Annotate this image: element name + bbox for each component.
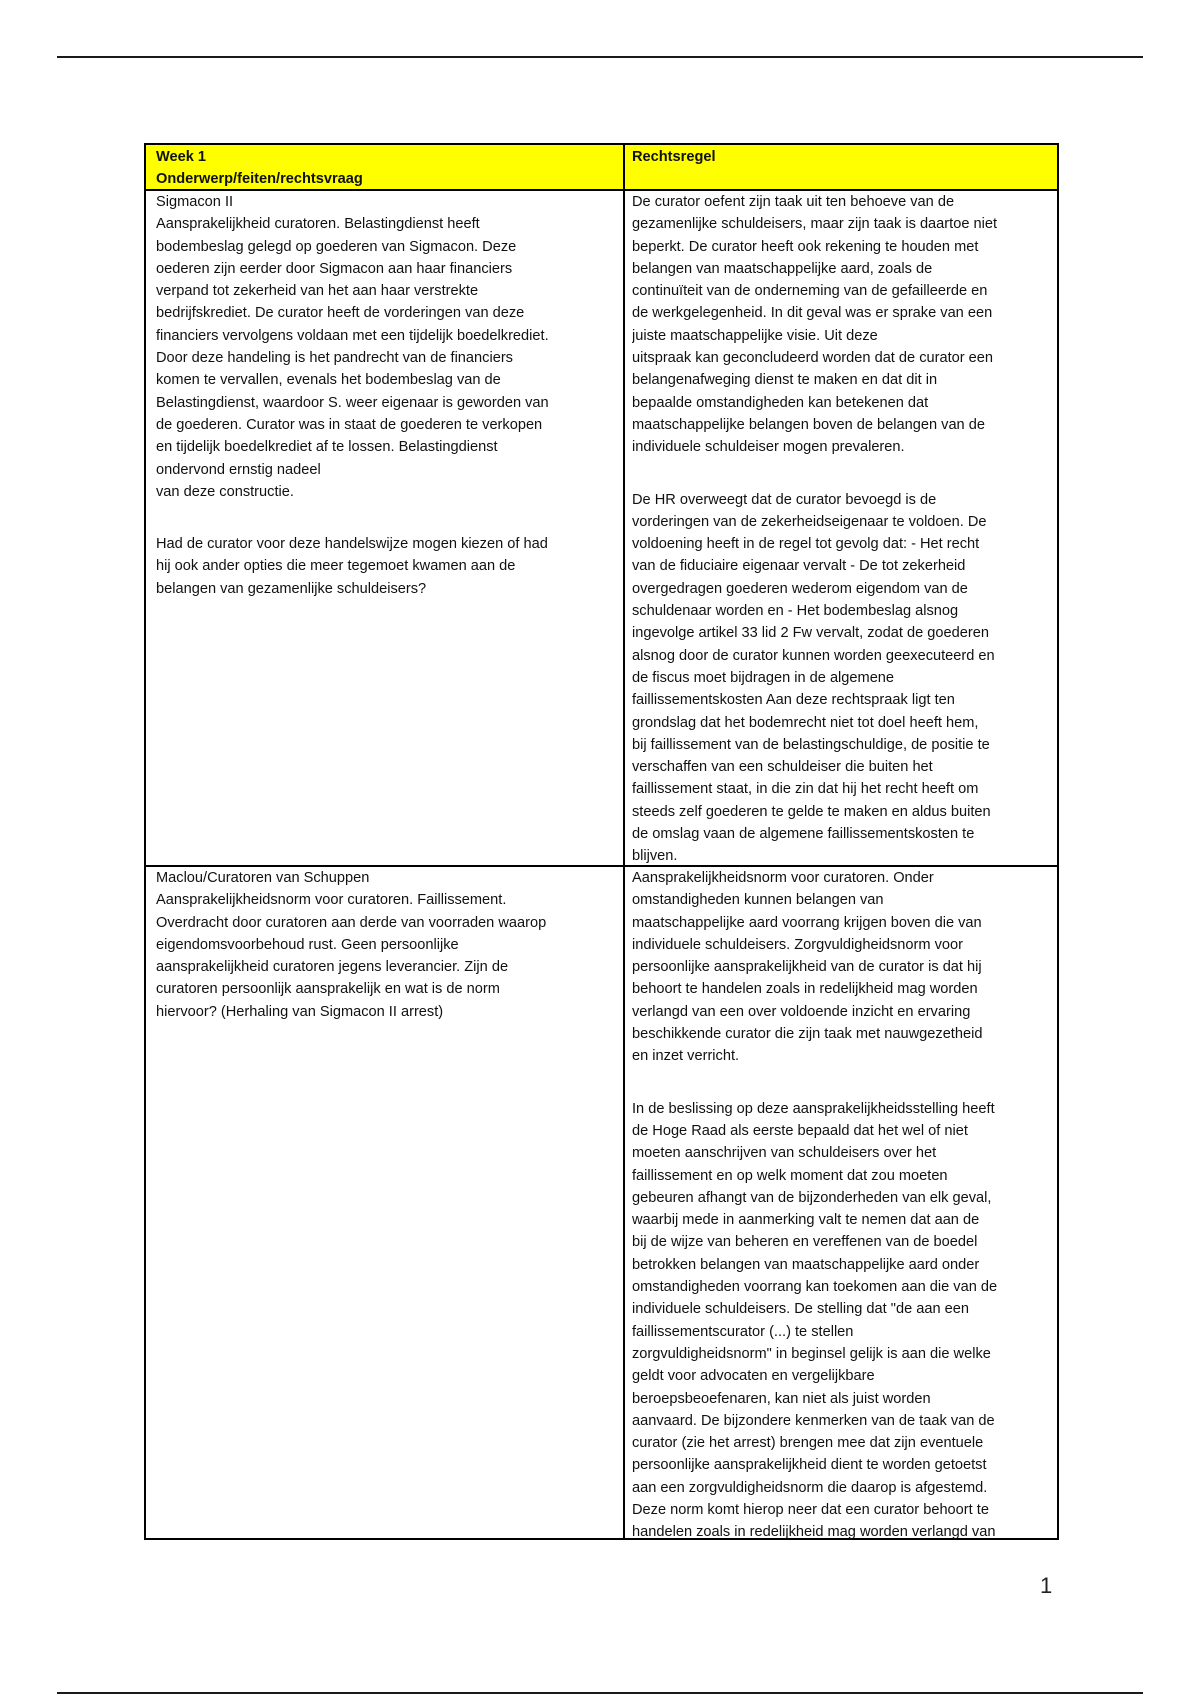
table-cell-subject [156, 867, 616, 1540]
page-number: 1 [1040, 1573, 1053, 1598]
column-divider [623, 145, 625, 1538]
rule-paragraph: De curator oefent zijn taak uit ten behoeve van de gezamenlijke schuldeisers, maar zijn taak is daartoe niet beperkt. De curator heeft ook rekening te houden met belangen van maatschappelijke aard, zoals de continuïteit van de onderneming van de gefailleerde en de werkgelegenheid. In dit geval was er sprake van een juiste maatschappelijke visie. Uit deze uitspraak kan geconcludeerd worden dat de curator een belangenafweging dienst te maken en dat dit in bepaalde omstandigheden kan betekenen dat maatschappelijke belangen boven de belangen van de individuele schuldeiser mogen prevaleren. [632, 194, 998, 456]
rule-paragraph: Aansprakelijkheidsnorm voor curatoren. Onder omstandigheden kunnen belangen van maatschappelijke aard voorrang krijgen boven die van individuele schuldeisers. Zorgvuldigheidsnorm voor persoonlijke aansprakelijkheid van de curator is dat hij behoort te handelen zoals in redelijkheid mag worden verlangd van een over voldoende inzicht en ervaring beschikkende curator die zijn taak met nauwgezetheid en inzet verricht. [632, 870, 983, 1065]
rule-paragraph: In de beslissing op deze aansprakelijkheidsstelling heeft de Hoge Raad als eerste bepaald dat het wel of niet moeten aanschrijven van schuldeisers over het faillissement en op welk moment dat zou moeten gebeuren afhangt van de bijzonderheden van elk geval, waarbij mede in aanmerking valt te nemen dat aan de bij de wijze van beheren en vereffenen van de boedel betrokken belangen van maatschappelijke aard onder omstandigheden voorrang kan toekomen aan die van de individuele schuldeisers. De stelling dat "de aan een faillissementscurator (...) te stellen zorgvuldigheidsnorm" in beginsel gelijk is aan die welke geldt voor advocaten en vergelijkbare beroepsbeoefenaren, kan niet als juist worden aanvaard. De bijzondere kenmerken van de taak van de curator (zie het arrest) brengen mee dat zijn eventuele persoonlijke aansprakelijkheid dient te worden getoetst aan een zorgvuldigheidsnorm die daarop is afgestemd. Deze norm komt hierop neer dat een curator behoort te handelen zoals in redelijkheid mag worden verlangd van [632, 1100, 998, 1540]
case-law-table [144, 143, 1059, 1540]
case-facts: Sigmacon II Aansprakelijkheid curatoren. Belastingdienst heeft bodembeslag gelegd op goederen van Sigmacon. Deze oederen zijn eerder door Sigmacon aan haar financiers verpand tot zekerheid van het aan haar verstrekte bedrijfskrediet. De curator heeft de vorderingen van deze financiers vervolgens voldaan met een tijdelijk boedelkrediet. Door deze handeling is het pandrecht van de financiers komen te vervallen, evenals het bodembeslag van de Belastingdienst, waardoor S. weer eigenaar is geworden van de goederen. Curator was in staat de goederen te verkopen en tijdelijk boedelkrediet af te lossen. Belastingdienst ondervond ernstig nadeel van deze constructie. [156, 194, 549, 500]
footer-rule [57, 1692, 1143, 1694]
table-cell-rule [632, 867, 1052, 1540]
table-cell-rule [632, 191, 1052, 865]
header-cell-left [156, 146, 616, 189]
header-cell-right [632, 146, 1052, 189]
week-label: Week 1 [156, 149, 207, 165]
rule-paragraph: De HR overweegt dat de curator bevoegd is de vorderingen van de zekerheidseigenaar te voldoen. De voldoening heeft in de regel tot gevolg dat: - Het recht van de fiduciaire eigenaar vervalt - De tot zekerheid overgedragen goederen wederom eigendom van de schuldenaar worden en - Het bodembeslag alsnog ingevolge artikel 33 lid 2 Fw vervalt, zodat de goederen alsnog door de curator kunnen worden geexecuteerd en de fiscus moet bijdragen in de algemene faillissementskosten Aan deze rechtspraak ligt ten grondslag dat het bodemrecht niet tot doel heeft hem, bij faillissement van de belastingschuldige, de positie te verschaffen van een schuldeiser die buiten het faillissement staat, in die zin dat hij het recht heeft om steeds zelf goederen te gelde te maken en aldus buiten de omslag vaan de algemene faillissementskosten te blijven. [632, 491, 995, 865]
legal-question: Had de curator voor deze handelswijze mogen kiezen of had hij ook ander opties die meer tegemoet kwamen aan de belangen van gezamenlijke schuldeisers? [156, 536, 548, 597]
column-title-subject: Onderwerp/feiten/rechtsvraag [156, 171, 363, 188]
header-rule [57, 56, 1143, 58]
column-title-rule: Rechtsregel [632, 149, 716, 165]
case-facts: Maclou/Curatoren van Schuppen Aansprakelijkheidsnorm voor curatoren. Faillissement. Overdracht door curatoren aan derde van voorraden waarop eigendomsvoorbehoud rust. Geen persoonlijke aansprakelijkheid curatoren jegens leverancier. Zijn de curatoren persoonlijk aansprakelijk en wat is de norm hiervoor? (Herhaling van Sigmacon II arrest) [156, 870, 547, 1020]
table-cell-subject [156, 191, 616, 865]
